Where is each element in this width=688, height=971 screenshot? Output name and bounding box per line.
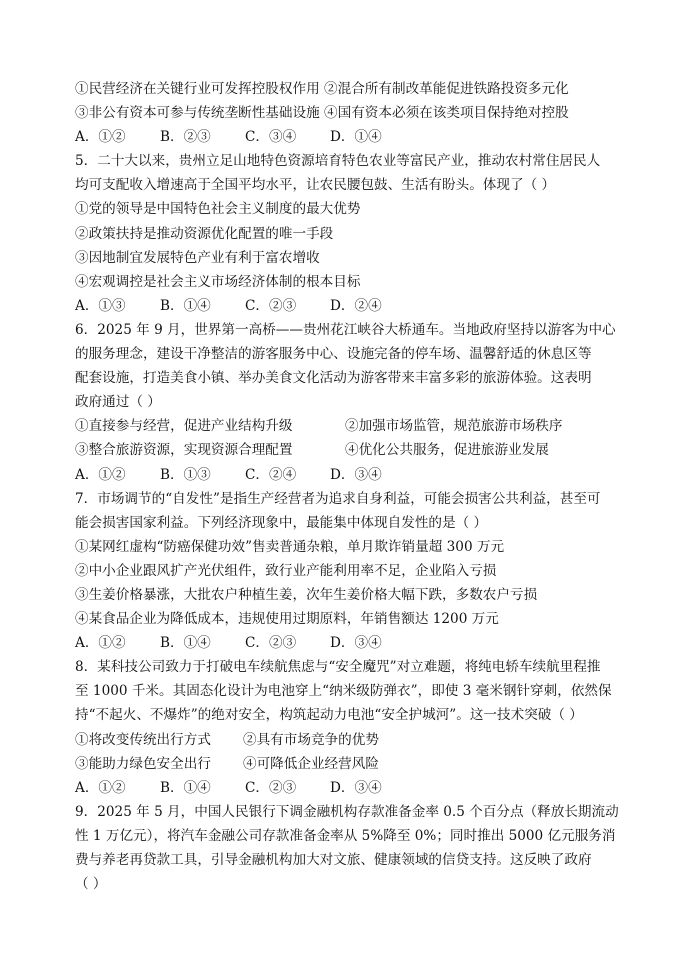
question-stem: （ ） <box>75 876 107 893</box>
option-c: C．③④ <box>245 129 297 146</box>
question-item: ③非公有资本可参与传统垄断性基础设施 ④国有资本必须在该类项目保持绝对控股 <box>75 105 569 122</box>
question-item: ②具有市场竞争的优势 <box>243 731 379 748</box>
option-a: A．①② <box>75 466 126 483</box>
option-b: B．①③ <box>160 466 211 483</box>
exam-page <box>75 77 620 896</box>
question-item: ③整合旅游资源，实现资源合理配置 <box>75 442 293 459</box>
option-d: D．③④ <box>330 635 382 652</box>
question-item: ②政策扶持是推动资源优化配置的唯一手段 <box>75 225 334 242</box>
option-a: A．①② <box>75 129 126 146</box>
question-stem: 8．某科技公司致力于打破电车续航焦虑与“安全魔咒”对立难题，将纯电轿车续航里程推 <box>75 659 601 676</box>
option-d: D．③④ <box>330 779 382 796</box>
option-c: C．②③ <box>245 635 297 652</box>
question-item: ③因地制宜发展特色产业有利于富农增收 <box>75 249 320 266</box>
answer-options <box>75 463 620 487</box>
question-item: ④某食品企业为降低成本，违规使用过期原料，年销售额达 1200 万元 <box>75 611 499 628</box>
option-c: C．②④ <box>245 466 297 483</box>
question-4-tail <box>75 77 620 149</box>
question-stem: 9．2025 年 5 月，中国人民银行下调金融机构存款准备金率 0.5 个百分点（释放长期流动 <box>75 803 619 820</box>
question-7 <box>75 487 620 656</box>
question-item: ①党的领导是中国特色社会主义制度的最大优势 <box>75 201 361 218</box>
answer-options <box>75 776 620 800</box>
answer-options <box>75 294 620 318</box>
option-c: C．②③ <box>245 297 297 314</box>
option-b: B．①④ <box>160 297 211 314</box>
question-5 <box>75 149 620 318</box>
answer-options <box>75 125 620 149</box>
question-item-row <box>75 438 620 462</box>
question-stem: 费与养老再贷款工具，引导金融机构加大对文旅、健康领域的信贷支持。这反映了政府 <box>75 852 592 868</box>
question-item: ②中小企业跟风扩产光伏组件，致行业产能利用率不足，企业陷入亏损 <box>75 562 497 579</box>
question-item: ③能助力绿色安全出行 <box>75 755 211 772</box>
option-a: A．①② <box>75 635 126 652</box>
question-stem: 性 1 万亿元），将汽车金融公司存款准备金率从 5%降至 0%；同时推出 5000 亿元服务消 <box>75 827 616 844</box>
question-item-row <box>75 414 620 438</box>
question-9 <box>75 800 620 896</box>
option-d: D．②④ <box>330 297 382 314</box>
option-b: B．②③ <box>160 129 211 146</box>
option-b: B．①④ <box>160 779 211 796</box>
question-item-row <box>75 728 620 752</box>
question-stem: 7．市场调节的“自发性”是指生产经营者为追求自身利益，可能会损害公共利益，甚至可 <box>75 490 601 507</box>
option-d: D．③④ <box>330 466 382 483</box>
question-item: ④优化公共服务，促进旅游业发展 <box>345 442 549 459</box>
question-6 <box>75 318 620 487</box>
option-b: B．①④ <box>160 635 211 652</box>
question-stem: 均可支配收入增速高于全国平均水平，让农民腰包鼓、生活有盼头。体现了（ ） <box>75 177 556 194</box>
question-stem: 能会损害国家利益。下列经济现象中，最能集中体现自发性的是（ ） <box>75 514 488 531</box>
question-8 <box>75 655 620 800</box>
question-item: ①民营经济在关键行业可发挥控股权作用 ②混合所有制改革能促进铁路投资多元化 <box>75 81 569 97</box>
question-stem: 配套设施，打造美食小镇、举办美食文化活动为游客带来丰富多彩的旅游体验。这表明 <box>75 370 592 387</box>
question-stem: 政府通过（ ） <box>75 394 161 411</box>
question-item: ①直接参与经营，促进产业结构升级 <box>75 418 293 435</box>
option-a: A．①② <box>75 779 126 796</box>
question-stem: 5．二十大以来，贵州立足山地特色资源培育特色农业等富民产业，推动农村常住居民人 <box>75 153 601 170</box>
question-stem: 6．2025 年 9 月，世界第一高桥——贵州花江峡谷大桥通车。当地政府坚持以游客为中心 <box>75 321 616 338</box>
question-item: ①某网红虚构“防癌保健功效”售卖普通杂粮，单月欺诈销量超 300 万元 <box>75 538 505 555</box>
question-item: ③生姜价格暴涨，大批农户种植生姜，次年生姜价格大幅下跌，多数农户亏损 <box>75 586 538 603</box>
question-stem: 至 1000 千米。其固态化设计为电池穿上“纳米级防弹衣”，即使 3 毫米钢针穿刺，依然保 <box>75 683 612 700</box>
answer-options <box>75 631 620 655</box>
option-d: D．①④ <box>330 129 382 146</box>
question-item: ④可降低企业经营风险 <box>243 755 379 772</box>
question-item: ②加强市场监管，规范旅游市场秩序 <box>345 418 563 435</box>
question-item-row <box>75 752 620 776</box>
question-item: ①将改变传统出行方式 <box>75 731 211 748</box>
option-c: C．②③ <box>245 779 297 796</box>
option-a: A．①③ <box>75 297 126 314</box>
question-stem: 持“不起火、不爆炸”的绝对安全，构筑起动力电池“安全护城河”。这一技术突破（ ） <box>75 707 583 724</box>
question-item: ④宏观调控是社会主义市场经济体制的根本目标 <box>75 273 361 290</box>
question-stem: 的服务理念，建设干净整洁的游客服务中心、设施完备的停车场、温馨舒适的休息区等 <box>75 346 592 363</box>
